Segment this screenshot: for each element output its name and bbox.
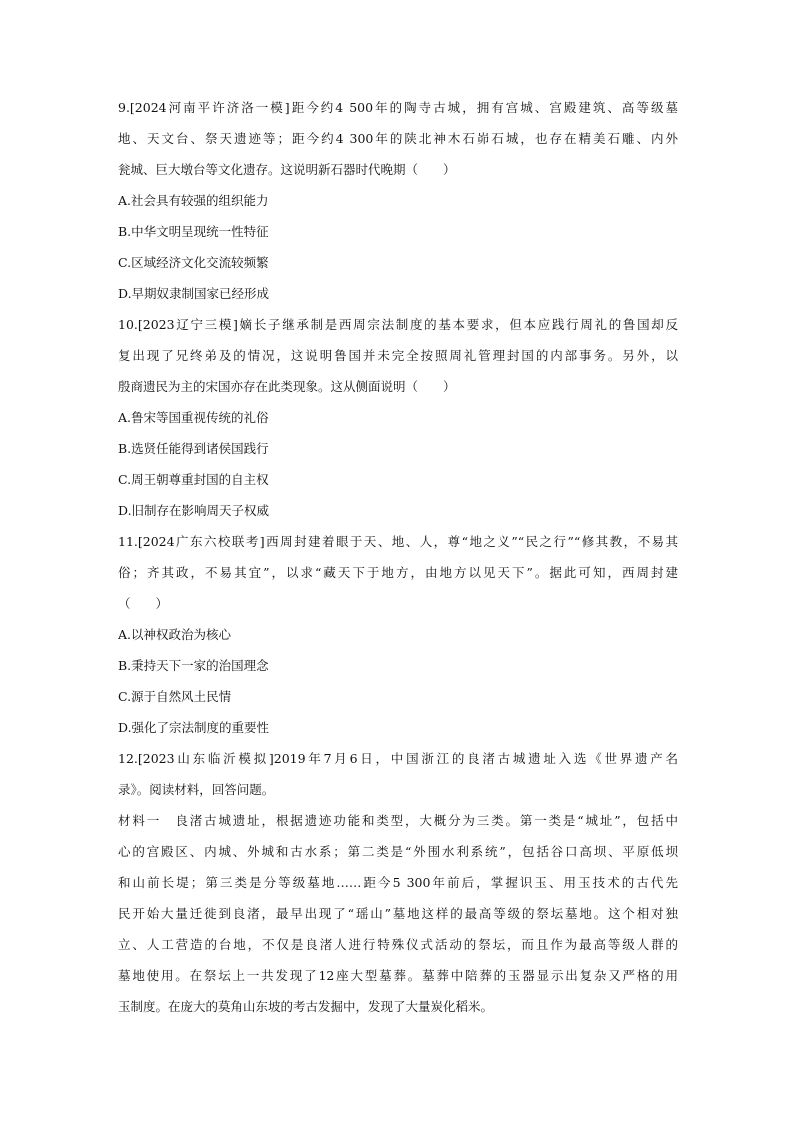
material-one	[118, 805, 678, 1022]
question-stem-line: 9.[2024河南平许济洛一模]距今约4 500年的陶寺古城，拥有宫城、宫殿建筑、高等级墓	[118, 100, 678, 115]
question-stem-line: 12.[2023山东临沂模拟]2019年7月6日，中国浙江的良渚古城遗址入选《世界遗产名	[118, 751, 678, 766]
option-a: A.以神权政治为核心	[118, 627, 232, 642]
material-line: 立、人工营造的台地，不仅是良渚人进行特殊仪式活动的祭坛，而且作为最高等级人群的	[118, 937, 678, 952]
material-line: 材料一 良渚古城遗址，根据遗迹功能和类型，大概分为三类。第一类是“城址”，包括中	[118, 813, 678, 828]
document-page	[118, 92, 678, 1022]
question-stem-line: 录》。阅读材料，回答问题。	[118, 782, 275, 797]
option-a: A.鲁宋等国重视传统的礼俗	[118, 410, 269, 425]
material-line: 心的宫殿区、内城、外城和古水系；第二类是“外围水利系统”，包括谷口高坝、平原低坝	[118, 844, 678, 859]
question-stem-line: 11.[2024广东六校联考]西周封建着眼于天、地、人，尊“地之义”“民之行”“修其教，不易其	[118, 534, 678, 549]
material-line: 民开始大量迁徙到良渚，最早出现了“瑶山”墓地这样的最高等级的祭坛墓地。这个相对独	[118, 906, 678, 921]
question-11	[118, 526, 678, 743]
option-b: B.中华文明呈现统一性特征	[118, 224, 269, 239]
option-d: D.强化了宗法制度的重要性	[118, 720, 270, 735]
question-stem-line: （ ）	[118, 596, 169, 611]
question-stem-line: 10.[2023辽宁三模]嫡长子继承制是西周宗法制度的基本要求，但本应践行周礼的鲁国却反	[118, 317, 678, 332]
option-b: B.选贤任能得到诸侯国践行	[118, 441, 269, 456]
question-stem-line: 地、天文台、祭天遗迹等；距今约4 300年的陕北神木石峁石城，也存在精美石雕、内外	[118, 131, 678, 146]
question-stem-line: 殷商遗民为主的宋国亦存在此类现象。这从侧面说明（ ）	[118, 379, 456, 394]
option-d: D.旧制存在影响周天子权威	[118, 503, 270, 518]
material-line: 玉制度。在庞大的莫角山东坡的考古发掘中，发现了大量炭化稻米。	[118, 999, 494, 1014]
option-c: C.源于自然风土民情	[118, 689, 232, 704]
option-c: C.区域经济文化交流较频繁	[118, 255, 269, 270]
question-12	[118, 743, 678, 805]
question-10	[118, 309, 678, 526]
question-9	[118, 92, 678, 309]
option-c: C.周王朝尊重封国的自主权	[118, 472, 269, 487]
question-stem-line: 俗；齐其政，不易其宜”，以求“藏天下于地方，由地方以见天下”。据此可知，西周封建	[118, 565, 678, 580]
question-stem-line: 复出现了兄终弟及的情况，这说明鲁国并未完全按照周礼管理封国的内部事务。另外，以	[118, 348, 678, 363]
question-stem-line: 瓮城、巨大墩台等文化遗存。这说明新石器时代晚期（ ）	[118, 162, 456, 177]
option-a: A.社会具有较强的组织能力	[118, 193, 269, 208]
material-line: 墓地使用。在祭坛上一共发现了12座大型墓葬。墓葬中陪葬的玉器显示出复杂又严格的用	[118, 968, 678, 983]
option-d: D.早期奴隶制国家已经形成	[118, 286, 270, 301]
option-b: B.秉持天下一家的治国理念	[118, 658, 269, 673]
material-line: 和山前长堤；第三类是分等级墓地……距今5 300年前后，掌握识玉、用玉技术的古代先	[118, 875, 678, 890]
